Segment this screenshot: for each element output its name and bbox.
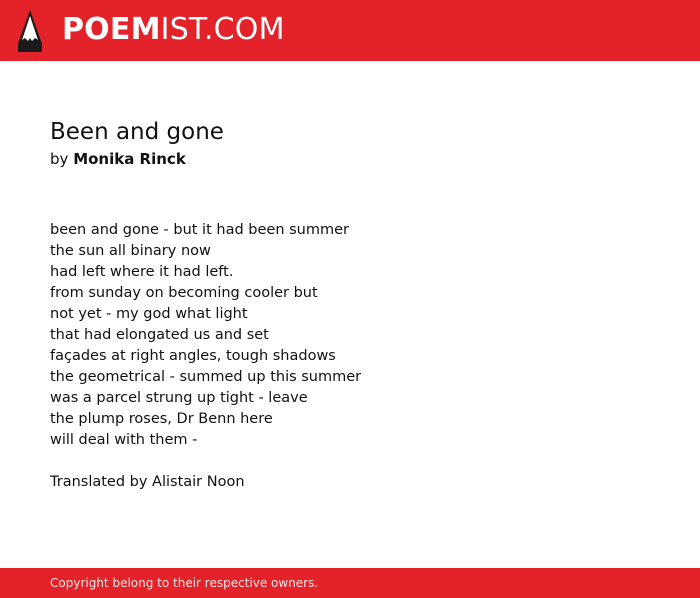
logo-light-text: IST.COM bbox=[160, 12, 285, 47]
poem-line: not yet - my god what light bbox=[50, 306, 248, 322]
site-header bbox=[0, 0, 700, 61]
poem-line: façades at right angles, tough shadows bbox=[50, 348, 336, 364]
byline-prefix: by bbox=[50, 150, 69, 168]
pencil-logo-icon[interactable] bbox=[18, 10, 42, 52]
site-logo[interactable] bbox=[62, 13, 285, 47]
logo-bold-text: POEM bbox=[62, 12, 161, 47]
poem-line: the sun all binary now bbox=[50, 243, 211, 259]
poem-line: was a parcel strung up tight - leave bbox=[50, 390, 308, 406]
site-footer bbox=[0, 568, 700, 598]
poem-line: that had elongated us and set bbox=[50, 327, 269, 343]
translator-credit: Translated by Alistair Noon bbox=[50, 474, 245, 490]
poem-body bbox=[50, 220, 670, 451]
poem-line: the geometrical - summed up this summer bbox=[50, 369, 362, 385]
poem-content bbox=[50, 117, 670, 493]
poem-line: the plump roses, Dr Benn here bbox=[50, 411, 273, 427]
poem-title: Been and gone bbox=[50, 119, 224, 145]
poem-line: been and gone - but it had been summer bbox=[50, 222, 349, 238]
byline bbox=[50, 148, 670, 170]
copyright-text: Copyright belong to their respective owners. bbox=[50, 576, 319, 590]
poem-line: had left where it had left. bbox=[50, 264, 234, 280]
poem-line: will deal with them - bbox=[50, 432, 198, 448]
poem-line: from sunday on becoming cooler but bbox=[50, 285, 318, 301]
author-name[interactable]: Monika Rinck bbox=[73, 150, 186, 168]
